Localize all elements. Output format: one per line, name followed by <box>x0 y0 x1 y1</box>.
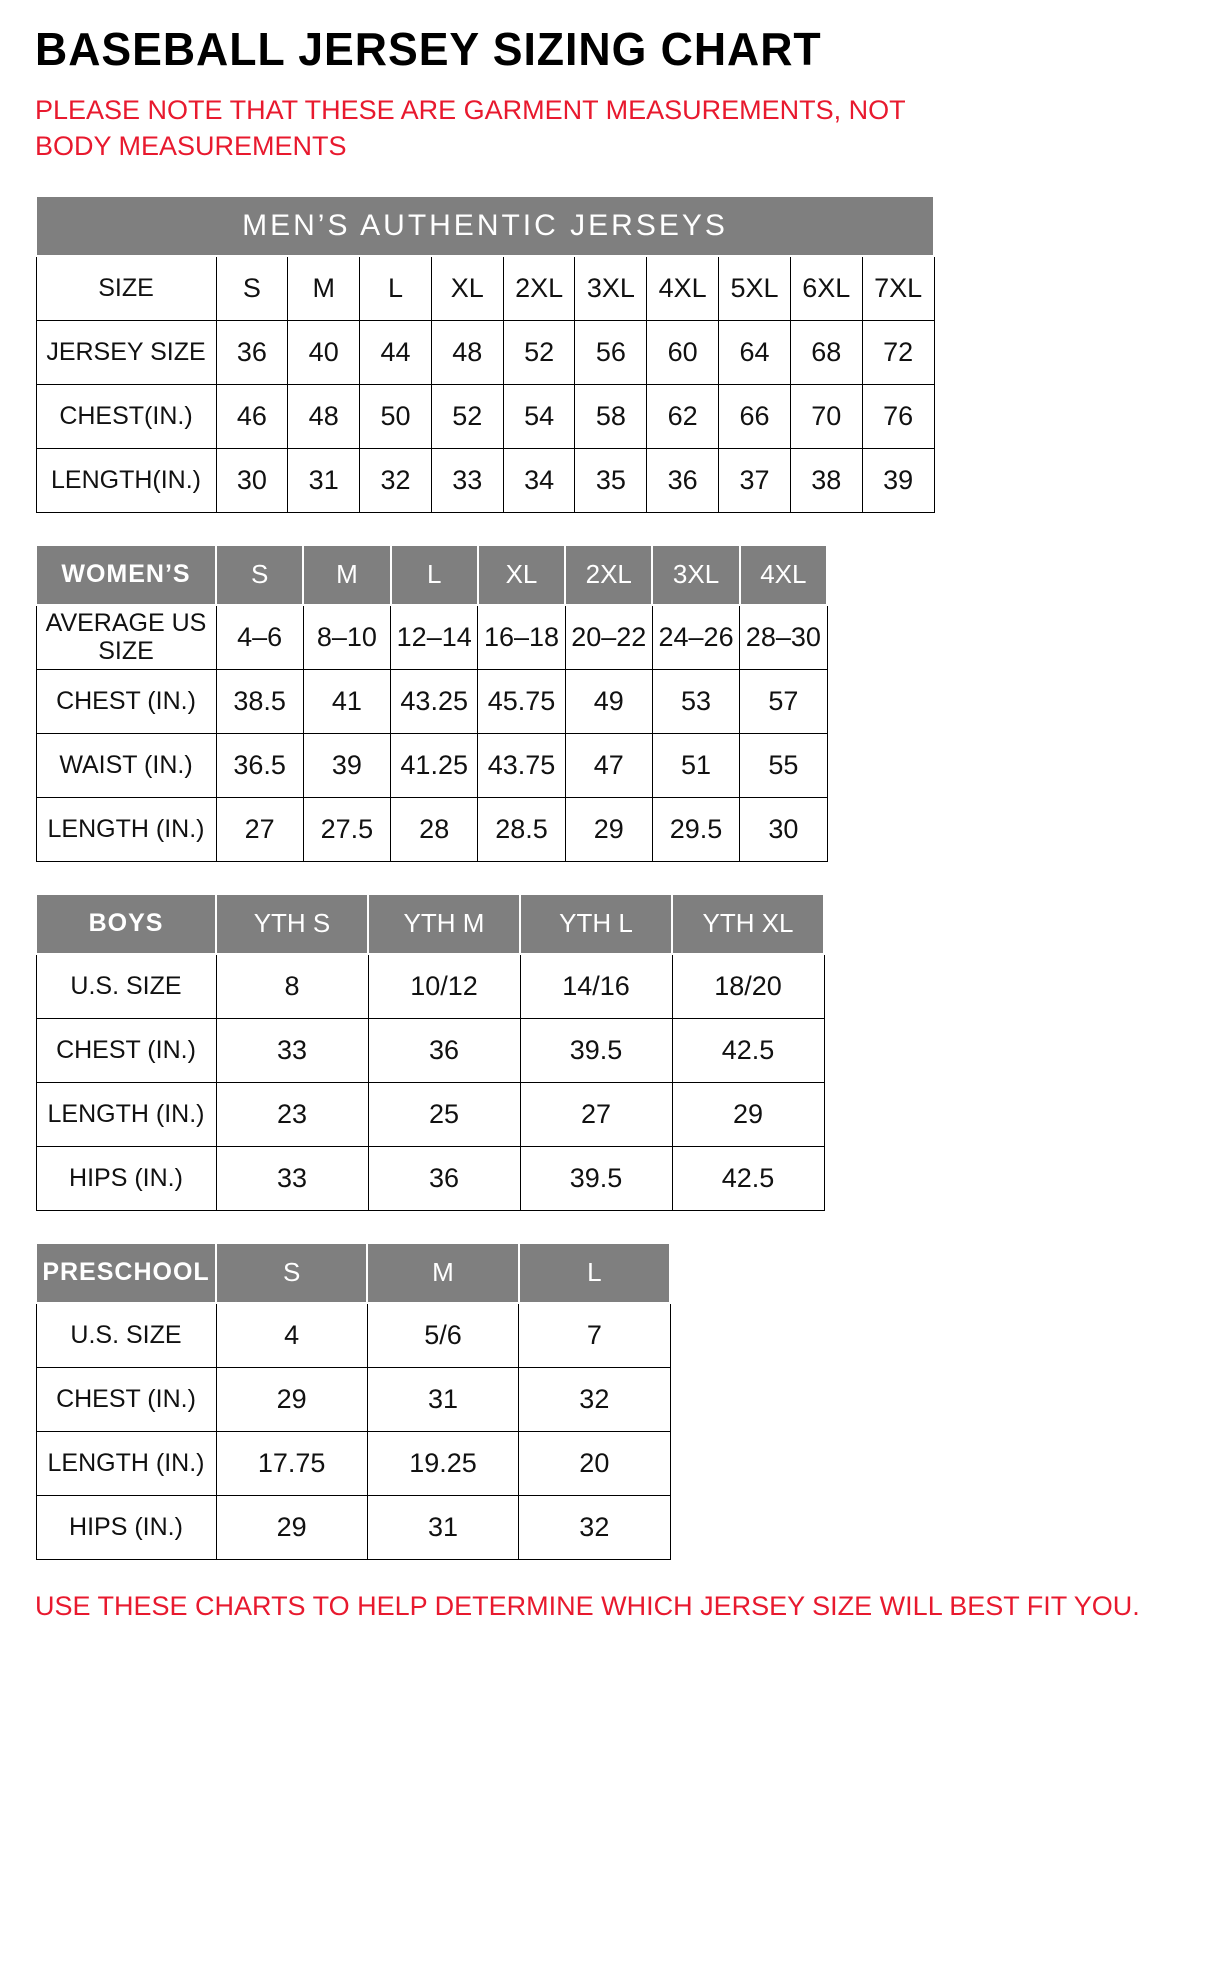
table-cell: 33 <box>431 448 503 512</box>
table-row <box>36 1303 670 1368</box>
table-cell: 20–22 <box>565 605 652 670</box>
table-cell: 53 <box>652 669 739 733</box>
garment-measurement-note: PLEASE NOTE THAT THESE ARE GARMENT MEASUREMENTS, NOT BODY MEASUREMENTS <box>35 95 906 162</box>
row-label: SIZE <box>36 256 216 321</box>
table-cell: 16–18 <box>478 605 565 670</box>
table-cell: 8 <box>216 954 368 1019</box>
row-label: JERSEY SIZE <box>36 320 216 384</box>
table-cell: 64 <box>719 320 791 384</box>
table-cell: 39 <box>862 448 934 512</box>
table-cell: 28 <box>391 797 478 861</box>
row-label: CHEST (IN.) <box>36 1367 216 1431</box>
table-cell: 46 <box>216 384 288 448</box>
table-cell: 6XL <box>790 256 862 321</box>
row-label: LENGTH(IN.) <box>36 448 216 512</box>
row-label: LENGTH (IN.) <box>36 1431 216 1495</box>
table-cell: 52 <box>431 384 503 448</box>
column-header: S <box>216 545 303 605</box>
table-cell: 29 <box>565 797 652 861</box>
womens-sizing-table <box>35 544 828 862</box>
table-cell: 31 <box>367 1367 518 1431</box>
table-cell: 55 <box>740 733 827 797</box>
table-cell: 58 <box>575 384 647 448</box>
table-cell: 36 <box>368 1146 520 1210</box>
table-header-row <box>36 545 827 605</box>
table-cell: 14/16 <box>520 954 672 1019</box>
table-cell: 27.5 <box>303 797 390 861</box>
table-cell: 40 <box>288 320 360 384</box>
table-cell: 10/12 <box>368 954 520 1019</box>
table-cell: 29 <box>216 1367 367 1431</box>
table-cell: 42.5 <box>672 1018 824 1082</box>
table-cell: 35 <box>575 448 647 512</box>
table-row <box>36 1495 670 1559</box>
table-cell: 68 <box>790 320 862 384</box>
table-cell: 31 <box>288 448 360 512</box>
table-header-label: WOMEN’S <box>36 545 216 605</box>
table-cell: 32 <box>360 448 432 512</box>
column-header: 2XL <box>565 545 652 605</box>
column-header: YTH S <box>216 894 368 954</box>
table-cell: 51 <box>652 733 739 797</box>
table-cell: 44 <box>360 320 432 384</box>
column-header: M <box>367 1243 518 1303</box>
table-cell: 30 <box>216 448 288 512</box>
table-cell: 49 <box>565 669 652 733</box>
row-label: LENGTH (IN.) <box>36 1082 216 1146</box>
table-cell: 37 <box>719 448 791 512</box>
table-row <box>36 384 934 448</box>
column-header: YTH M <box>368 894 520 954</box>
table-header-row <box>36 1243 670 1303</box>
table-cell: 5XL <box>719 256 791 321</box>
column-header: 4XL <box>740 545 827 605</box>
table-cell: 54 <box>503 384 575 448</box>
table-cell: 29 <box>672 1082 824 1146</box>
table-cell: 62 <box>647 384 719 448</box>
table-cell: 4–6 <box>216 605 303 670</box>
table-cell: 31 <box>367 1495 518 1559</box>
table-cell: 12–14 <box>391 605 478 670</box>
table-title-banner: MEN’S AUTHENTIC JERSEYS <box>36 196 934 256</box>
row-label: HIPS (IN.) <box>36 1495 216 1559</box>
column-header: L <box>391 545 478 605</box>
mens-sizing-table <box>35 195 935 513</box>
table-cell: 2XL <box>503 256 575 321</box>
table-cell: 36.5 <box>216 733 303 797</box>
table-cell: 30 <box>740 797 827 861</box>
table-cell: 41.25 <box>391 733 478 797</box>
page-title: BASEBALL JERSEY SIZING CHART <box>35 23 822 75</box>
table-header-row <box>36 894 824 954</box>
table-row <box>36 733 827 797</box>
table-cell: 48 <box>288 384 360 448</box>
table-row <box>36 605 827 670</box>
table-cell: 33 <box>216 1146 368 1210</box>
row-label: CHEST(IN.) <box>36 384 216 448</box>
row-label: AVERAGE US SIZE <box>36 605 216 670</box>
row-label: HIPS (IN.) <box>36 1146 216 1210</box>
row-label: WAIST (IN.) <box>36 733 216 797</box>
table-cell: XL <box>431 256 503 321</box>
table-cell: 60 <box>647 320 719 384</box>
table-cell: 38.5 <box>216 669 303 733</box>
table-cell: 52 <box>503 320 575 384</box>
table-cell: 36 <box>647 448 719 512</box>
table-cell: 57 <box>740 669 827 733</box>
row-label: CHEST (IN.) <box>36 669 216 733</box>
table-cell: 29.5 <box>652 797 739 861</box>
table-cell: 7XL <box>862 256 934 321</box>
table-cell: 3XL <box>575 256 647 321</box>
column-header: L <box>519 1243 670 1303</box>
table-cell: L <box>360 256 432 321</box>
table-cell: 28.5 <box>478 797 565 861</box>
table-row <box>36 1018 824 1082</box>
table-cell: 36 <box>216 320 288 384</box>
table-cell: 4 <box>216 1303 367 1368</box>
table-row <box>36 320 934 384</box>
table-cell: 20 <box>519 1431 670 1495</box>
table-cell: 18/20 <box>672 954 824 1019</box>
table-cell: 4XL <box>647 256 719 321</box>
table-cell: 39.5 <box>520 1018 672 1082</box>
column-header: 3XL <box>652 545 739 605</box>
row-label: U.S. SIZE <box>36 954 216 1019</box>
table-cell: 7 <box>519 1303 670 1368</box>
table-row <box>36 1431 670 1495</box>
table-cell: 32 <box>519 1367 670 1431</box>
table-title-row <box>36 196 934 256</box>
table-cell: 66 <box>719 384 791 448</box>
column-header: YTH L <box>520 894 672 954</box>
table-cell: 72 <box>862 320 934 384</box>
table-cell: 43.25 <box>391 669 478 733</box>
table-header-label: PRESCHOOL <box>36 1243 216 1303</box>
table-cell: 27 <box>520 1082 672 1146</box>
table-cell: 8–10 <box>303 605 390 670</box>
column-header: YTH XL <box>672 894 824 954</box>
table-cell: 24–26 <box>652 605 739 670</box>
table-cell: 36 <box>368 1018 520 1082</box>
table-cell: 27 <box>216 797 303 861</box>
column-header: XL <box>478 545 565 605</box>
table-cell: 23 <box>216 1082 368 1146</box>
table-cell: 56 <box>575 320 647 384</box>
table-cell: 5/6 <box>367 1303 518 1368</box>
table-cell: 19.25 <box>367 1431 518 1495</box>
table-row <box>36 669 827 733</box>
table-cell: 76 <box>862 384 934 448</box>
table-header-label: BOYS <box>36 894 216 954</box>
table-cell: 25 <box>368 1082 520 1146</box>
preschool-sizing-table <box>35 1242 671 1560</box>
row-label: LENGTH (IN.) <box>36 797 216 861</box>
table-cell: 41 <box>303 669 390 733</box>
table-cell: 17.75 <box>216 1431 367 1495</box>
table-row <box>36 256 934 321</box>
table-cell: 50 <box>360 384 432 448</box>
column-header: S <box>216 1243 367 1303</box>
boys-sizing-table <box>35 893 825 1211</box>
row-label: U.S. SIZE <box>36 1303 216 1368</box>
table-cell: 39 <box>303 733 390 797</box>
table-cell: 45.75 <box>478 669 565 733</box>
table-row <box>36 954 824 1019</box>
table-cell: 29 <box>216 1495 367 1559</box>
table-cell: S <box>216 256 288 321</box>
table-cell: 70 <box>790 384 862 448</box>
row-label: CHEST (IN.) <box>36 1018 216 1082</box>
table-row <box>36 797 827 861</box>
table-cell: 42.5 <box>672 1146 824 1210</box>
table-row <box>36 1367 670 1431</box>
table-cell: 43.75 <box>478 733 565 797</box>
table-cell: 28–30 <box>740 605 827 670</box>
table-cell: M <box>288 256 360 321</box>
table-cell: 32 <box>519 1495 670 1559</box>
table-row <box>36 1082 824 1146</box>
fit-advice-note: USE THESE CHARTS TO HELP DETERMINE WHICH JERSEY SIZE WILL BEST FIT YOU. <box>35 1590 1140 1621</box>
table-cell: 48 <box>431 320 503 384</box>
table-cell: 47 <box>565 733 652 797</box>
column-header: M <box>303 545 390 605</box>
table-row <box>36 448 934 512</box>
table-cell: 34 <box>503 448 575 512</box>
table-row <box>36 1146 824 1210</box>
table-cell: 39.5 <box>520 1146 672 1210</box>
table-cell: 33 <box>216 1018 368 1082</box>
table-cell: 38 <box>790 448 862 512</box>
